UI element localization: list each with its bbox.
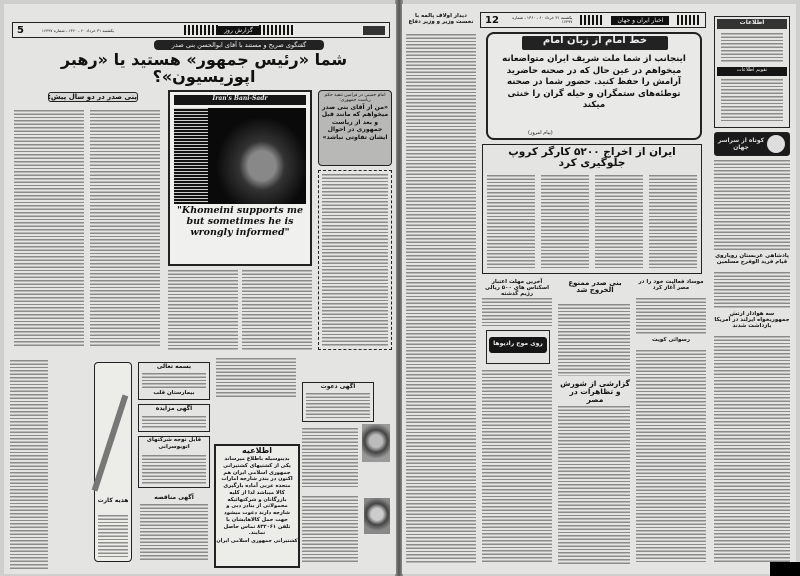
headline: سه هوادار ارتش جمهوریخواه ایرلند در آمریکا بازداشت شدند — [714, 311, 790, 329]
section-label: اخبار ایران و جهان — [611, 16, 669, 25]
ad-title: بسمه تعالی — [156, 363, 192, 370]
article-column — [216, 358, 296, 398]
left-page — [4, 4, 396, 574]
radio-ad — [486, 330, 550, 364]
bani-sadr-photo — [208, 108, 306, 204]
article-column — [14, 110, 84, 348]
ad-box — [138, 362, 210, 400]
ad-box — [138, 404, 210, 432]
masthead-name: اطلاعات — [717, 19, 787, 29]
ad-title: هدیه کارت — [97, 497, 129, 504]
pen-ad — [94, 362, 132, 562]
main-headline: شما «رئیس جمهور» هستید یا «رهبر اپوزیسیون»؟ — [60, 50, 348, 86]
headline: رسوائی کویت — [652, 337, 690, 343]
globe-icon — [767, 135, 785, 153]
ad-column-text — [10, 360, 48, 570]
page-number: 5 — [17, 24, 24, 36]
main-article-box — [482, 144, 702, 274]
article-column — [406, 34, 476, 564]
article-column — [636, 298, 706, 334]
barcode-decoration — [580, 15, 604, 25]
right-page-header — [480, 12, 706, 28]
ad-signature: کشتیرانی جمهوری اسلامی ایران — [216, 538, 298, 544]
imam-box-title: خط امام از زبان امام — [522, 36, 668, 50]
barcode-decoration — [184, 25, 218, 35]
section-logo-icon — [363, 26, 385, 35]
imam-quote: اینجانب از شما ملت شریف ایران متواضعانه میخواهم در عین حال که در صحنه حاضرید آرامش را حفظ کنید. حضور شما در صحنه توطئه‌های ستمگران و حیله گران را خنثی میکند — [502, 54, 686, 111]
scan-edge — [770, 562, 800, 576]
radio-ad-label: روی موج رادیوها — [489, 337, 547, 353]
article-column — [558, 406, 630, 564]
subhead: بنی صدر در دو سال پیش: — [48, 93, 137, 101]
ad-title: آگهی دعوت — [320, 383, 356, 390]
headline: پادشاهی عربستان رویاروی قیام فرید الوفرج مسلمین — [715, 253, 789, 265]
ad-title: قابل توجه شرکتهای اتوبوسرانی — [146, 437, 202, 450]
ad-body: بدینوسیله باطلاع میرساند یکی از کشتیهای کشتیرانی جمهوری اسلامی ایران هم اکنون در بندر شارجه امارات متحده عربی آماده بارگیری کالا میباشد لذا از کلیه بازرگانان و شرکتهائیکه محمولاتی از بنادر دبی و شارجه دارند دعوت میشود جهت حمل کالاهایشان با تلفن ۸۳۲۰۶۱ تماس حاصل نمایند. — [221, 456, 293, 537]
barcode-decoration — [259, 25, 293, 35]
left-page-header — [12, 22, 390, 38]
imam-message-box — [486, 32, 702, 140]
section-label: گزارش روز — [218, 26, 259, 35]
page-date: یکشنبه ۳۱ خرداد ۶۰ ـ ۱۳۶۰ ـ شماره ۱۶۴۹۷ — [512, 14, 573, 24]
ad-title: اطلاعیه — [242, 446, 272, 455]
article-column — [302, 428, 358, 488]
article-column — [168, 270, 238, 350]
headline: بنی صدر ممنوع الخروج شد — [568, 279, 622, 295]
pen-icon — [92, 395, 129, 492]
notice-ad — [214, 444, 300, 568]
page-date: یکشنبه ۳۱ خرداد ۶۰ ـ ۱۳۶۰ ـ شماره ۱۶۴۹۷ — [41, 27, 114, 33]
article-column — [482, 298, 552, 326]
news-column — [714, 336, 790, 564]
quote-intro: امام خمینی در فرامین تنفیذ حکم ریاست جمهوری: — [324, 93, 386, 103]
column-headline: دیدار اولاف پالمه با نخست وزیر و وزیر دفاع — [408, 13, 474, 25]
barcode-decoration — [677, 15, 701, 25]
ad-title: آگهی مزایده — [155, 405, 193, 412]
clipping-photo-box — [168, 90, 312, 266]
short-news-title: کوتاه از سراسر جهان — [717, 137, 765, 152]
article-column — [242, 270, 312, 350]
short-news-banner — [714, 132, 790, 156]
article-box — [318, 170, 392, 350]
quote-source: (پیام امروز) — [528, 130, 553, 136]
ad-box — [302, 382, 374, 422]
quote-text: «من از آقای بنی صدر میخواهم که مانند قبل و بعد از ریاست جمهوری در احوال ایشان تفاوتی نباشد» — [321, 104, 389, 141]
article-column — [482, 370, 552, 564]
kicker: گفتگوی صریح و مستند با آقای ابوالحسن بنی صدر — [154, 40, 324, 50]
ad-box — [138, 494, 210, 564]
article-column — [302, 496, 358, 562]
ad-footer: بیمارستان قلب — [153, 390, 195, 396]
clipping-title: Iran's Bani-Sadr — [174, 95, 306, 105]
news-column — [714, 160, 790, 250]
clipping-quote: "Khomeini supports me but sometimes he is wrongly informed" — [176, 205, 303, 238]
headline: آخرین مهلت اعتبار اسکناس های ۵۰۰ ریالی رژیم گذشته — [484, 279, 550, 297]
headline: گزارشی از شورش و تظاهرات در مصر — [560, 379, 630, 404]
article-column — [90, 110, 160, 348]
imam-quote-box — [318, 90, 392, 166]
portrait-photo — [364, 498, 390, 534]
article-column — [636, 350, 706, 564]
article-headline: ایران از اخراج ۵۲۰۰ کارگر کروپ جلوگیری کرد — [508, 146, 676, 170]
headline: موساد فعالیت خود را در مصر آغاز کرد — [638, 279, 704, 291]
clipping-text — [174, 108, 208, 204]
calendar-label: تقویم اطلاعات — [717, 67, 787, 76]
portrait-photo — [362, 424, 390, 462]
right-page — [402, 4, 796, 574]
masthead-box — [714, 16, 790, 128]
page-number: 12 — [485, 14, 499, 26]
ad-title: آگهی مناقصه — [154, 494, 194, 501]
news-column — [714, 272, 790, 308]
article-column — [558, 304, 630, 376]
ad-box — [138, 436, 210, 488]
